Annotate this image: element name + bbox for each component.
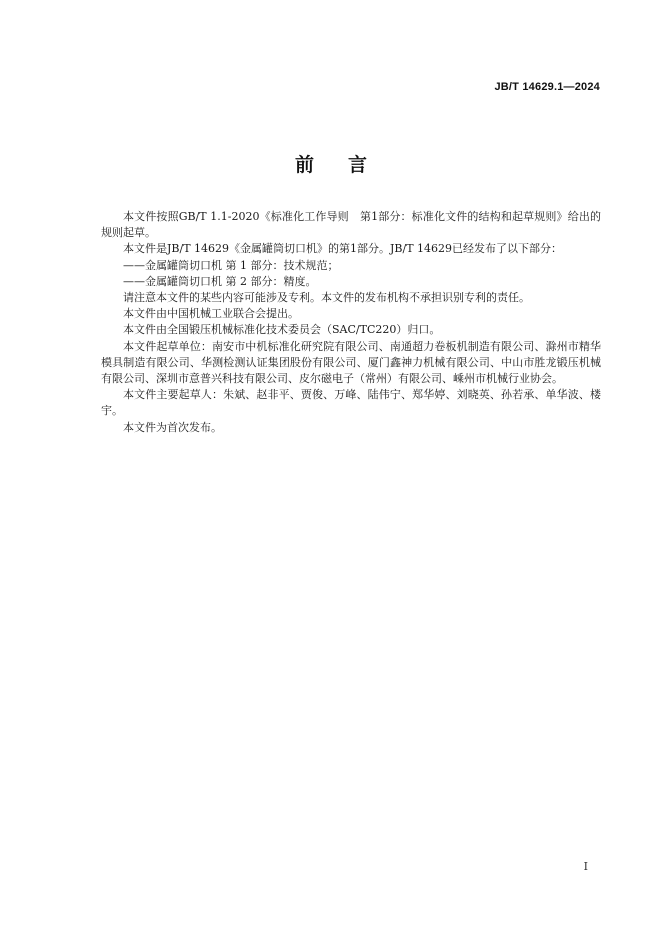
paragraph-proposer: 本文件由中国机械工业联合会提出。 (123, 307, 299, 321)
page-number: I (583, 860, 588, 873)
list-item-part-2: ——金属罐筒切口机 第 2 部分：精度。 (123, 274, 317, 288)
paragraph-drafting-units: 本文件起草单位：南安市中机标准化研究院有限公司、南通超力卷板机制造有限公司、滁州市精华模具制造有限公司、华测检测认证集团股份有限公司、厦门鑫神力机械有限公司、中山市胜龙锻压机械有限公司、深圳市意普兴科技有限公司、皮尔磁电子（常州）有限公司、嵊州市机械行业协会。 (101, 339, 601, 386)
paragraph-patent-notice: 请注意本文件的某些内容可能涉及专利。本文件的发布机构不承担识别专利的责任。 (123, 291, 530, 305)
paragraph-part-info: 本文件是JB/T 14629《金属罐筒切口机》的第1部分。JB/T 14629已经发布了以下部分： (123, 242, 563, 256)
paragraph-first-release: 本文件为首次发布。 (123, 420, 222, 434)
document-code: JB/T 14629.1—2024 (494, 81, 600, 93)
paragraph-administrator: 本文件由全国锻压机械标准化技术委员会（SAC/TC220）归口。 (123, 323, 441, 337)
paragraph-drafting-rules: 本文件按照GB/T 1.1-2020《标准化工作导则 第1部分：标准化文件的结构和起草规则》给出的规则起草。 (101, 210, 601, 240)
paragraph-drafters: 本文件主要起草人：朱斌、赵非平、贾俊、万峰、陆伟宁、郑华婷、刘晓英、孙若承、单华波、楼宇。 (101, 388, 601, 418)
list-item-part-1: ——金属罐筒切口机 第 1 部分：技术规范； (123, 258, 339, 272)
foreword-body (101, 209, 601, 436)
page-title: 前言 (294, 154, 401, 176)
